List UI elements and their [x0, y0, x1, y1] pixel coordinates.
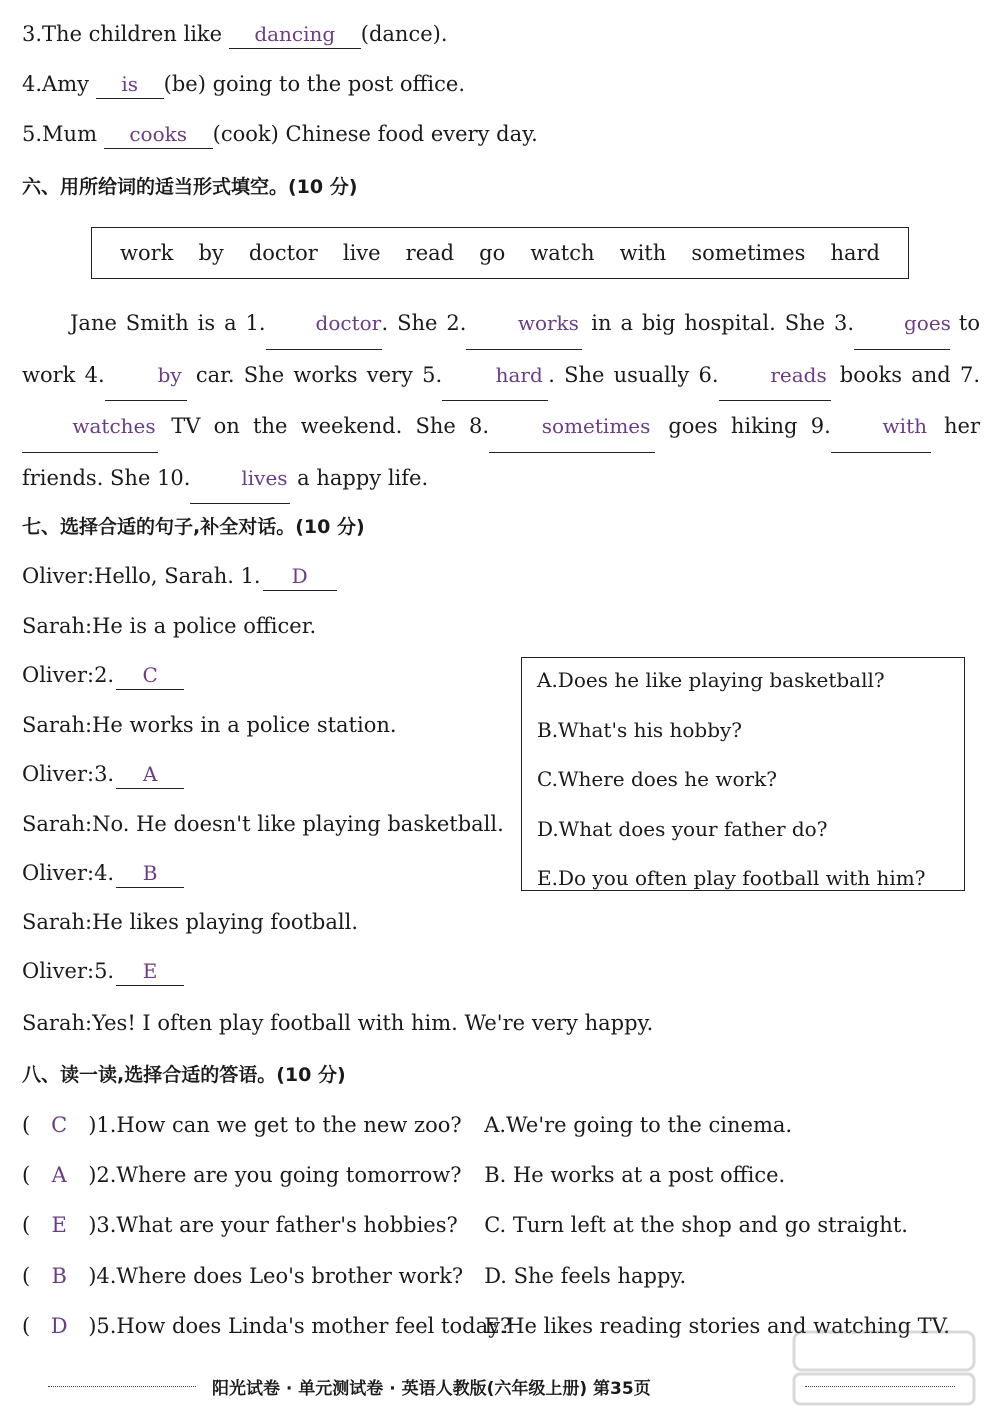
answer-letter: B — [51, 1264, 67, 1288]
question-text: )1.How can we get to the new zoo? — [88, 1113, 462, 1137]
word: go — [479, 241, 506, 265]
footer-divider-left — [48, 1386, 196, 1387]
speaker: Sarah: — [22, 910, 93, 934]
answer-blank: hard — [442, 350, 548, 402]
question-text: )3.What are your father's hobbies? — [88, 1213, 458, 1237]
dialogue-line — [22, 859, 184, 888]
matching-item — [22, 1161, 785, 1189]
speaker: Sarah: — [22, 812, 93, 836]
option-text: C. Turn left at the shop and go straight. — [484, 1213, 908, 1237]
dialogue-line — [22, 562, 337, 591]
option-c: C.Where does he work? — [537, 767, 777, 791]
answer-letter: A — [51, 1163, 67, 1187]
answer-blank: dancing — [229, 20, 361, 49]
answer-blank: works — [466, 298, 582, 350]
word: watch — [530, 241, 595, 265]
answer-blank: lives — [190, 453, 290, 505]
dialogue-text: 3. — [94, 762, 115, 786]
dialogue-line — [22, 760, 184, 789]
cloze-passage: Jane Smith is a 1. doctor. She 2. works in a big hospital. She 3. goes to work 4. by car. She works very 5. hard . She usually 6. reads books and 7.watches TV on the weekend. She 8. sometimes goes hiking 9. with her friends. She 10. lives a happy life. — [22, 298, 980, 504]
word: doctor — [248, 241, 318, 265]
dialogue-text: 4. — [94, 861, 115, 885]
dialogue-text: He works in a police station. — [92, 713, 397, 737]
section-heading-8: 八、读一读,选择合适的答语。(10 分) — [22, 1064, 346, 1086]
answer-blank: cooks — [104, 120, 213, 149]
speaker: Oliver: — [22, 762, 95, 786]
dialogue-text: He is a police officer. — [92, 614, 317, 638]
answer-blank: reads — [719, 350, 831, 402]
answer-letter: C — [51, 1113, 68, 1137]
dialogue-text: Hello, Sarah. 1. — [94, 564, 261, 588]
option-b: B.What's his hobby? — [537, 717, 743, 742]
answer-blank: E — [116, 957, 184, 986]
paren-open: ( — [22, 1163, 31, 1187]
dialogue-line — [22, 1009, 653, 1037]
dialogue-line — [22, 711, 397, 739]
answer-blank: D — [263, 562, 337, 591]
word: live — [342, 241, 381, 265]
paren-open: ( — [22, 1113, 31, 1137]
dialogue-line — [22, 957, 184, 986]
fill-item-5: 5.Mum cooks (cook) Chinese food every day. — [22, 120, 538, 149]
speaker: Oliver: — [22, 959, 95, 983]
answer-blank: B — [116, 859, 184, 888]
option-text: E.He likes reading stories and watching TV. — [484, 1314, 950, 1338]
word: sometimes — [691, 241, 806, 265]
word: with — [619, 241, 667, 265]
question-text: )5.How does Linda's mother feel today? — [88, 1314, 512, 1338]
speaker: Sarah: — [22, 1011, 93, 1035]
dialogue-text: Yes! I often play football with him. We're very happy. — [92, 1011, 654, 1035]
dialogue-line — [22, 908, 358, 936]
word: read — [405, 241, 455, 265]
section-heading-6: 六、用所给词的适当形式填空。(10 分) — [22, 176, 358, 198]
answer-blank: goes — [854, 298, 950, 350]
question-text: )2.Where are you going tomorrow? — [88, 1163, 462, 1187]
answer-blank: by — [105, 350, 187, 402]
answer-blank: A — [116, 760, 184, 789]
dialogue-text: No. He doesn't like playing basketball. — [92, 812, 504, 836]
answer-blank: doctor — [266, 298, 382, 350]
dialogue-text: 5. — [94, 959, 115, 983]
dialogue-text: He likes playing football. — [92, 910, 359, 934]
paren-open: ( — [22, 1213, 31, 1237]
speaker: Sarah: — [22, 713, 93, 737]
matching-item — [22, 1262, 686, 1290]
options-box — [521, 657, 965, 891]
option-text: B. He works at a post office. — [484, 1163, 786, 1187]
option-d: D.What does your father do? — [537, 816, 828, 841]
dialogue-text: 2. — [94, 663, 115, 687]
watermark-logo — [774, 1328, 994, 1408]
word: by — [198, 241, 224, 265]
paren-open: ( — [22, 1264, 31, 1288]
option-a: A.Does he like playing basketball? — [537, 668, 885, 692]
dialogue-line — [22, 810, 504, 838]
answer-letter: E — [51, 1213, 67, 1237]
speaker: Oliver: — [22, 663, 95, 687]
answer-blank: C — [116, 661, 184, 690]
answer-blank: with — [831, 401, 931, 453]
matching-item — [22, 1111, 792, 1139]
fill-item-3: 3.The children like dancing (dance). — [22, 20, 448, 49]
word: work — [120, 241, 174, 265]
word-bank — [91, 227, 909, 279]
speaker: Oliver: — [22, 564, 95, 588]
answer-blank: sometimes — [489, 401, 655, 453]
matching-item — [22, 1211, 908, 1239]
footer-text: 阳光试卷 · 单元测试卷 · 英语人教版(六年级上册) 第35页 — [212, 1379, 651, 1399]
speaker: Oliver: — [22, 861, 95, 885]
answer-blank: watches — [22, 401, 158, 453]
speaker: Sarah: — [22, 614, 93, 638]
answer-blank: is — [96, 70, 164, 99]
option-text: D. She feels happy. — [484, 1264, 687, 1288]
option-text: A.We're going to the cinema. — [484, 1113, 793, 1137]
dialogue-line — [22, 661, 184, 690]
section-heading-7: 七、选择合适的句子,补全对话。(10 分) — [22, 516, 365, 538]
word: hard — [830, 241, 880, 265]
answer-letter: D — [50, 1314, 68, 1338]
paren-open: ( — [22, 1314, 31, 1338]
option-e: E.Do you often play football with him? — [537, 866, 926, 890]
fill-item-4: 4.Amy is (be) going to the post office. — [22, 70, 465, 99]
dialogue-line — [22, 612, 316, 640]
question-text: )4.Where does Leo's brother work? — [88, 1264, 464, 1288]
